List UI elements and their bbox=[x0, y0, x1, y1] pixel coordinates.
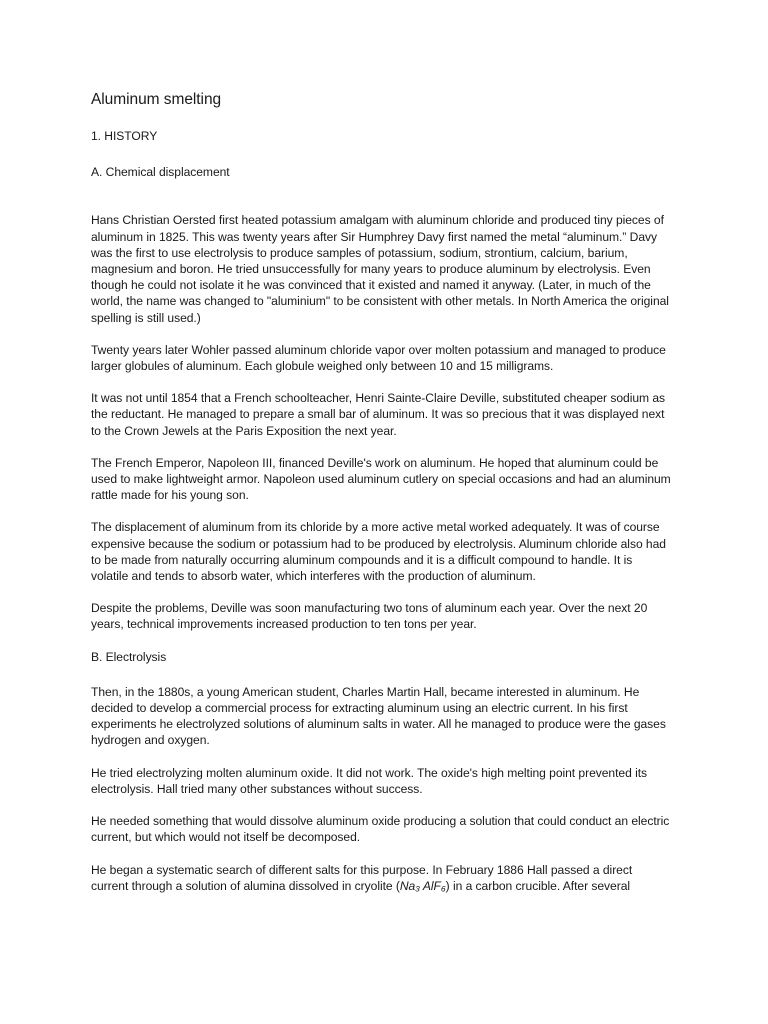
paragraph: The French Emperor, Napoleon III, financed Deville's work on aluminum. He hoped that aluminum could be used to make lightweight armor. Napoleon used aluminum cutlery on special occasions and had an aluminum rattle made for his young son. bbox=[91, 455, 671, 503]
section-heading-history: 1. HISTORY bbox=[91, 129, 158, 143]
paragraph-text: He began a systematic search of different salts for this purpose. In February 1886 Hall passed a direct current through a solution of alumina dissolved in cryolite ( bbox=[91, 862, 633, 893]
chemical-formula: Na₃ AlF₆ bbox=[399, 878, 446, 893]
paragraph: It was not until 1854 that a French schoolteacher, Henri Sainte-Claire Deville, substituted cheaper sodium as the reductant. He managed to prepare a small bar of aluminum. It was so precious that it was displayed next to the Crown Jewels at the Paris Exposition the next year. bbox=[91, 391, 666, 438]
subsection-heading-chemical-displacement: A. Chemical displacement bbox=[91, 165, 230, 180]
subsection-heading-electrolysis: B. Electrolysis bbox=[91, 649, 167, 664]
paragraph: Then, in the 1880s, a young American student, Charles Martin Hall, became interested in aluminum. He decided to develop a commercial process for extracting aluminum using an electric current. In his first experiments he electrolyzed solutions of aluminum salts in water. All he managed to produce were the gases hydrogen and oxygen. bbox=[91, 684, 666, 748]
paragraph: Despite the problems, Deville was soon manufacturing two tons of aluminum each year. Over the next 20 years, technical improvements increased production to ten tons per year. bbox=[91, 601, 648, 632]
paragraph: He needed something that would dissolve aluminum oxide producing a solution that could conduct an electric current, but which would not itself be decomposed. bbox=[91, 814, 670, 845]
paragraph-text: ) in a carbon crucible. After several bbox=[445, 878, 631, 893]
paragraph: The displacement of aluminum from its chloride by a more active metal worked adequately. It was of course expensive because the sodium or potassium had to be produced by electrolysis. Aluminum chloride also had to be made from naturally occurring aluminum compounds and it is a difficult compound to handle. It is volatile and tends to absorb water, which interferes with the production of aluminum. bbox=[91, 520, 666, 584]
paragraph: Hans Christian Oersted first heated potassium amalgam with aluminum chloride and produced tiny pieces of aluminum in 1825. This was twenty years after Sir Humphrey Davy first named the metal “aluminum.” Davy was the first to use electrolysis to produce samples of potassium, sodium, strontium, calcium, barium, magnesium and boron. He tried unsuccessfully for many years to produce aluminum by electrolysis. Even though he could not isolate it he was convinced that it existed and named it anyway. (Later, in much of the world, the name was changed to "aluminium" to be consistent with other metals. In North America the original spelling is still used.) bbox=[91, 213, 669, 325]
document-body bbox=[91, 90, 671, 894]
document-title: Aluminum smelting bbox=[91, 91, 222, 108]
paragraph-cryolite bbox=[91, 862, 671, 894]
paragraph: He tried electrolyzing molten aluminum oxide. It did not work. The oxide's high melting point prevented its electrolysis. Hall tried many other substances without success. bbox=[91, 765, 648, 796]
paragraph: Twenty years later Wohler passed aluminum chloride vapor over molten potassium and managed to produce larger globules of aluminum. Each globule weighed only between 10 and 15 milligrams. bbox=[91, 342, 666, 374]
